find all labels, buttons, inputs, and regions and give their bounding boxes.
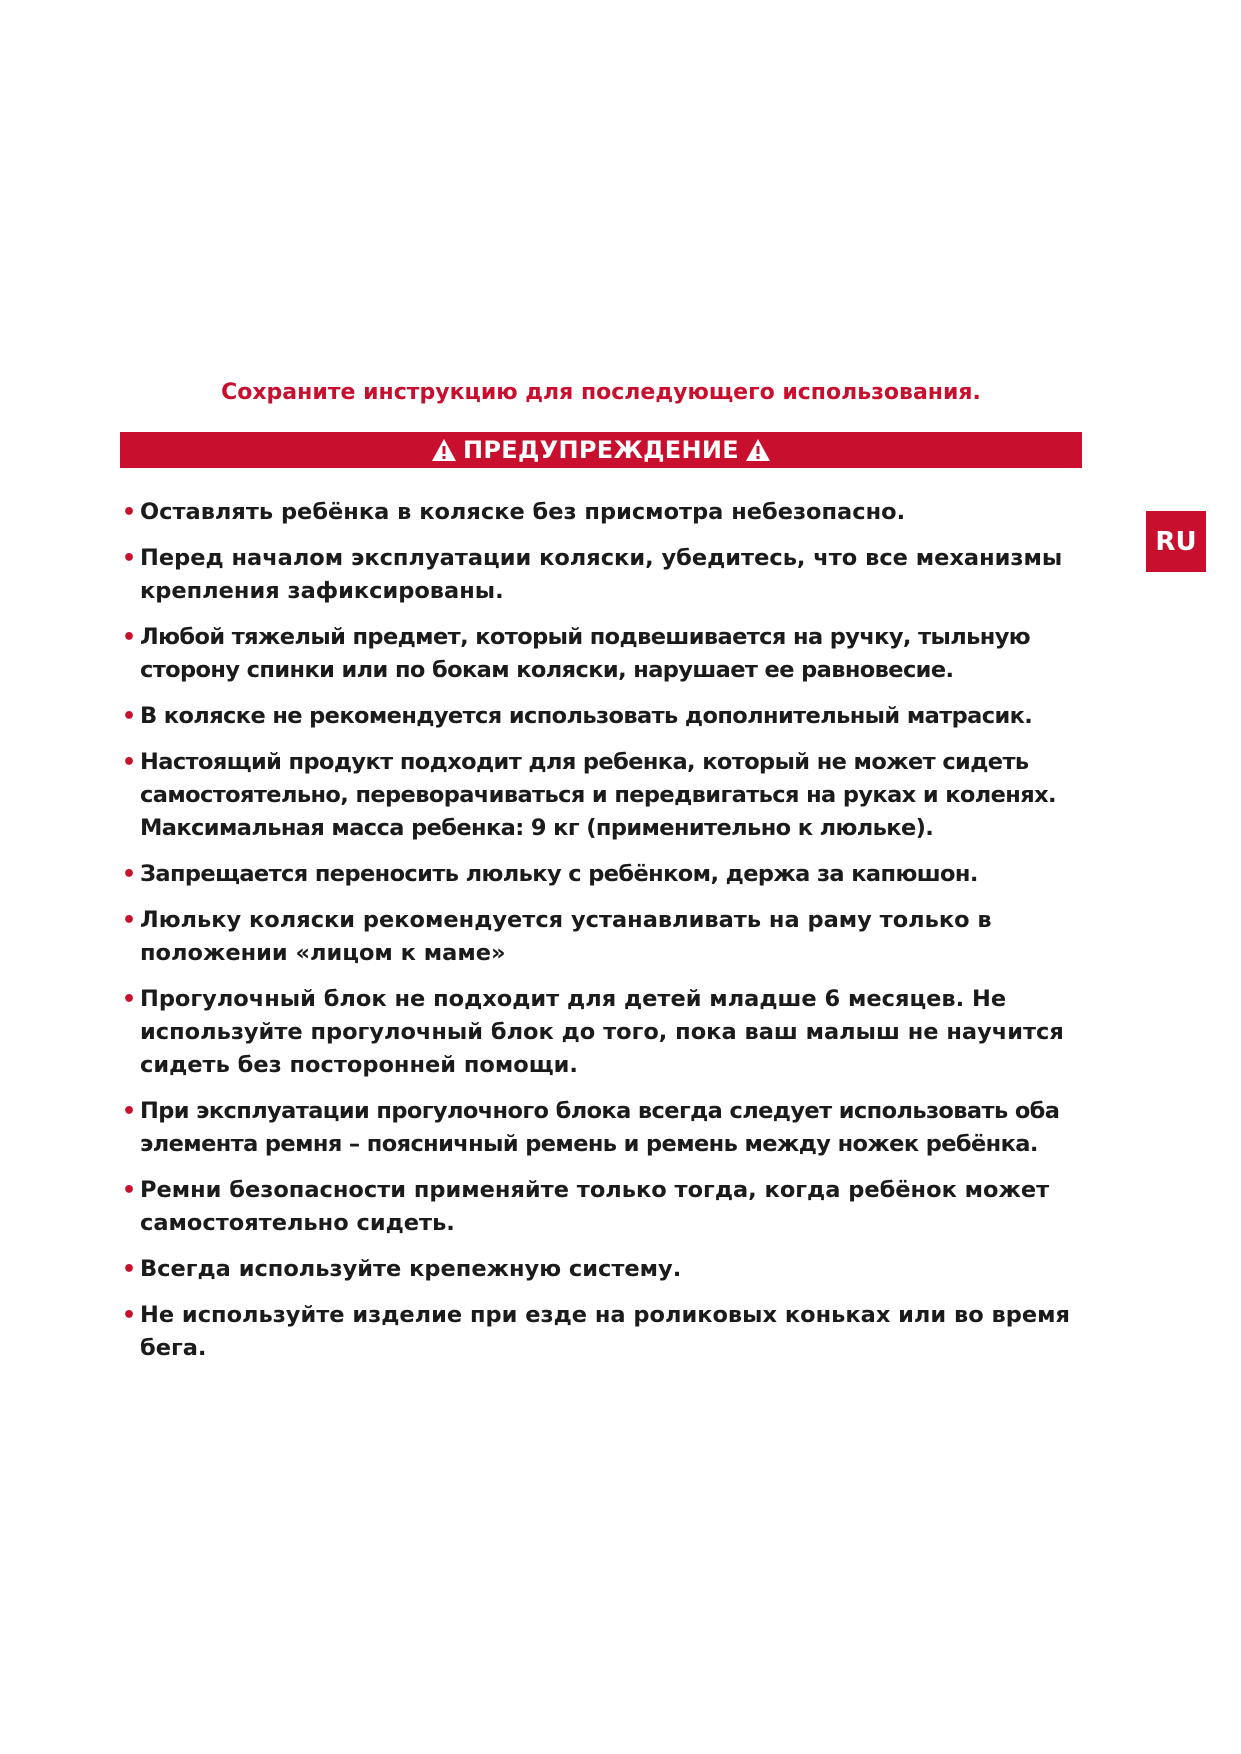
- bullet-icon: •: [122, 546, 137, 571]
- warning-item: [120, 904, 1080, 970]
- bullet-icon: •: [122, 1257, 137, 1282]
- warning-item: [120, 621, 1080, 687]
- bullet-icon: •: [122, 1099, 137, 1124]
- bullet-icon: •: [122, 1303, 137, 1328]
- bullet-icon: •: [122, 500, 137, 525]
- warning-item-text: Любой тяжелый предмет, который подвешивается на ручку, тыльную сторону спинки или по бокам коляски, нарушает ее равновесие.: [140, 624, 1031, 683]
- warning-item: [120, 542, 1080, 608]
- language-tab-ru: RU: [1146, 511, 1206, 572]
- warning-item: [120, 983, 1080, 1082]
- warning-title: ПРЕДУПРЕЖДЕНИЕ: [463, 436, 739, 464]
- warning-item: [120, 1299, 1080, 1365]
- warning-item: [120, 496, 1080, 529]
- bullet-icon: •: [122, 750, 137, 775]
- warning-item-text: При эксплуатации прогулочного блока всегда следует использовать оба элемента ремня – поясничный ремень и ремень между ножек ребёнка.: [140, 1098, 1060, 1157]
- warning-item: [120, 1253, 1080, 1286]
- warning-item-text: Не используйте изделие при езде на роликовых коньках или во время бега.: [140, 1302, 1070, 1361]
- warning-item-text: В коляске не рекомендуется использовать дополнительный матрасик.: [140, 703, 1033, 729]
- bullet-icon: •: [122, 862, 137, 887]
- warning-item: [120, 1174, 1080, 1240]
- bullet-icon: •: [122, 1178, 137, 1203]
- warning-item-text: Перед началом эксплуатации коляски, убедитесь, что все механизмы крепления зафиксированы.: [140, 545, 1063, 604]
- warning-item-text: Ремни безопасности применяйте только тогда, когда ребёнок может самостоятельно сидеть.: [140, 1177, 1050, 1236]
- warning-item-text: Люльку коляски рекомендуется устанавливать на раму только в положении «лицом к маме»: [140, 907, 992, 966]
- bullet-icon: •: [122, 625, 137, 650]
- warning-item-text: Настоящий продукт подходит для ребенка, который не может сидеть самостоятельно, переворачиваться и передвигаться на руках и коленях. Максимальная масса ребенка: 9 кг (применительно к люльке).: [140, 749, 1056, 841]
- warning-item: [120, 700, 1080, 733]
- warning-item-text: Прогулочный блок не подходит для детей младше 6 месяцев. Не используйте прогулочный блок до того, пока ваш малыш не научится сидеть без посторонней помощи.: [140, 986, 1064, 1078]
- warning-item-text: Запрещается переносить люльку с ребёнком, держа за капюшон.: [140, 861, 978, 887]
- warning-item-text: Оставлять ребёнка в коляске без присмотра небезопасно.: [140, 499, 906, 525]
- bullet-icon: •: [122, 908, 137, 933]
- warning-item-text: Всегда используйте крепежную систему.: [140, 1256, 682, 1282]
- warning-triangle-icon: [431, 438, 457, 462]
- bullet-icon: •: [122, 987, 137, 1012]
- warning-triangle-icon: [745, 438, 771, 462]
- save-instructions-note: Сохраните инструкцию для последующего использования.: [221, 380, 981, 405]
- warning-item: [120, 1095, 1080, 1161]
- warning-item: [120, 858, 1080, 891]
- warning-banner: [120, 432, 1082, 468]
- warning-item: [120, 746, 1080, 845]
- warnings-list: [120, 496, 1080, 1378]
- bullet-icon: •: [122, 704, 137, 729]
